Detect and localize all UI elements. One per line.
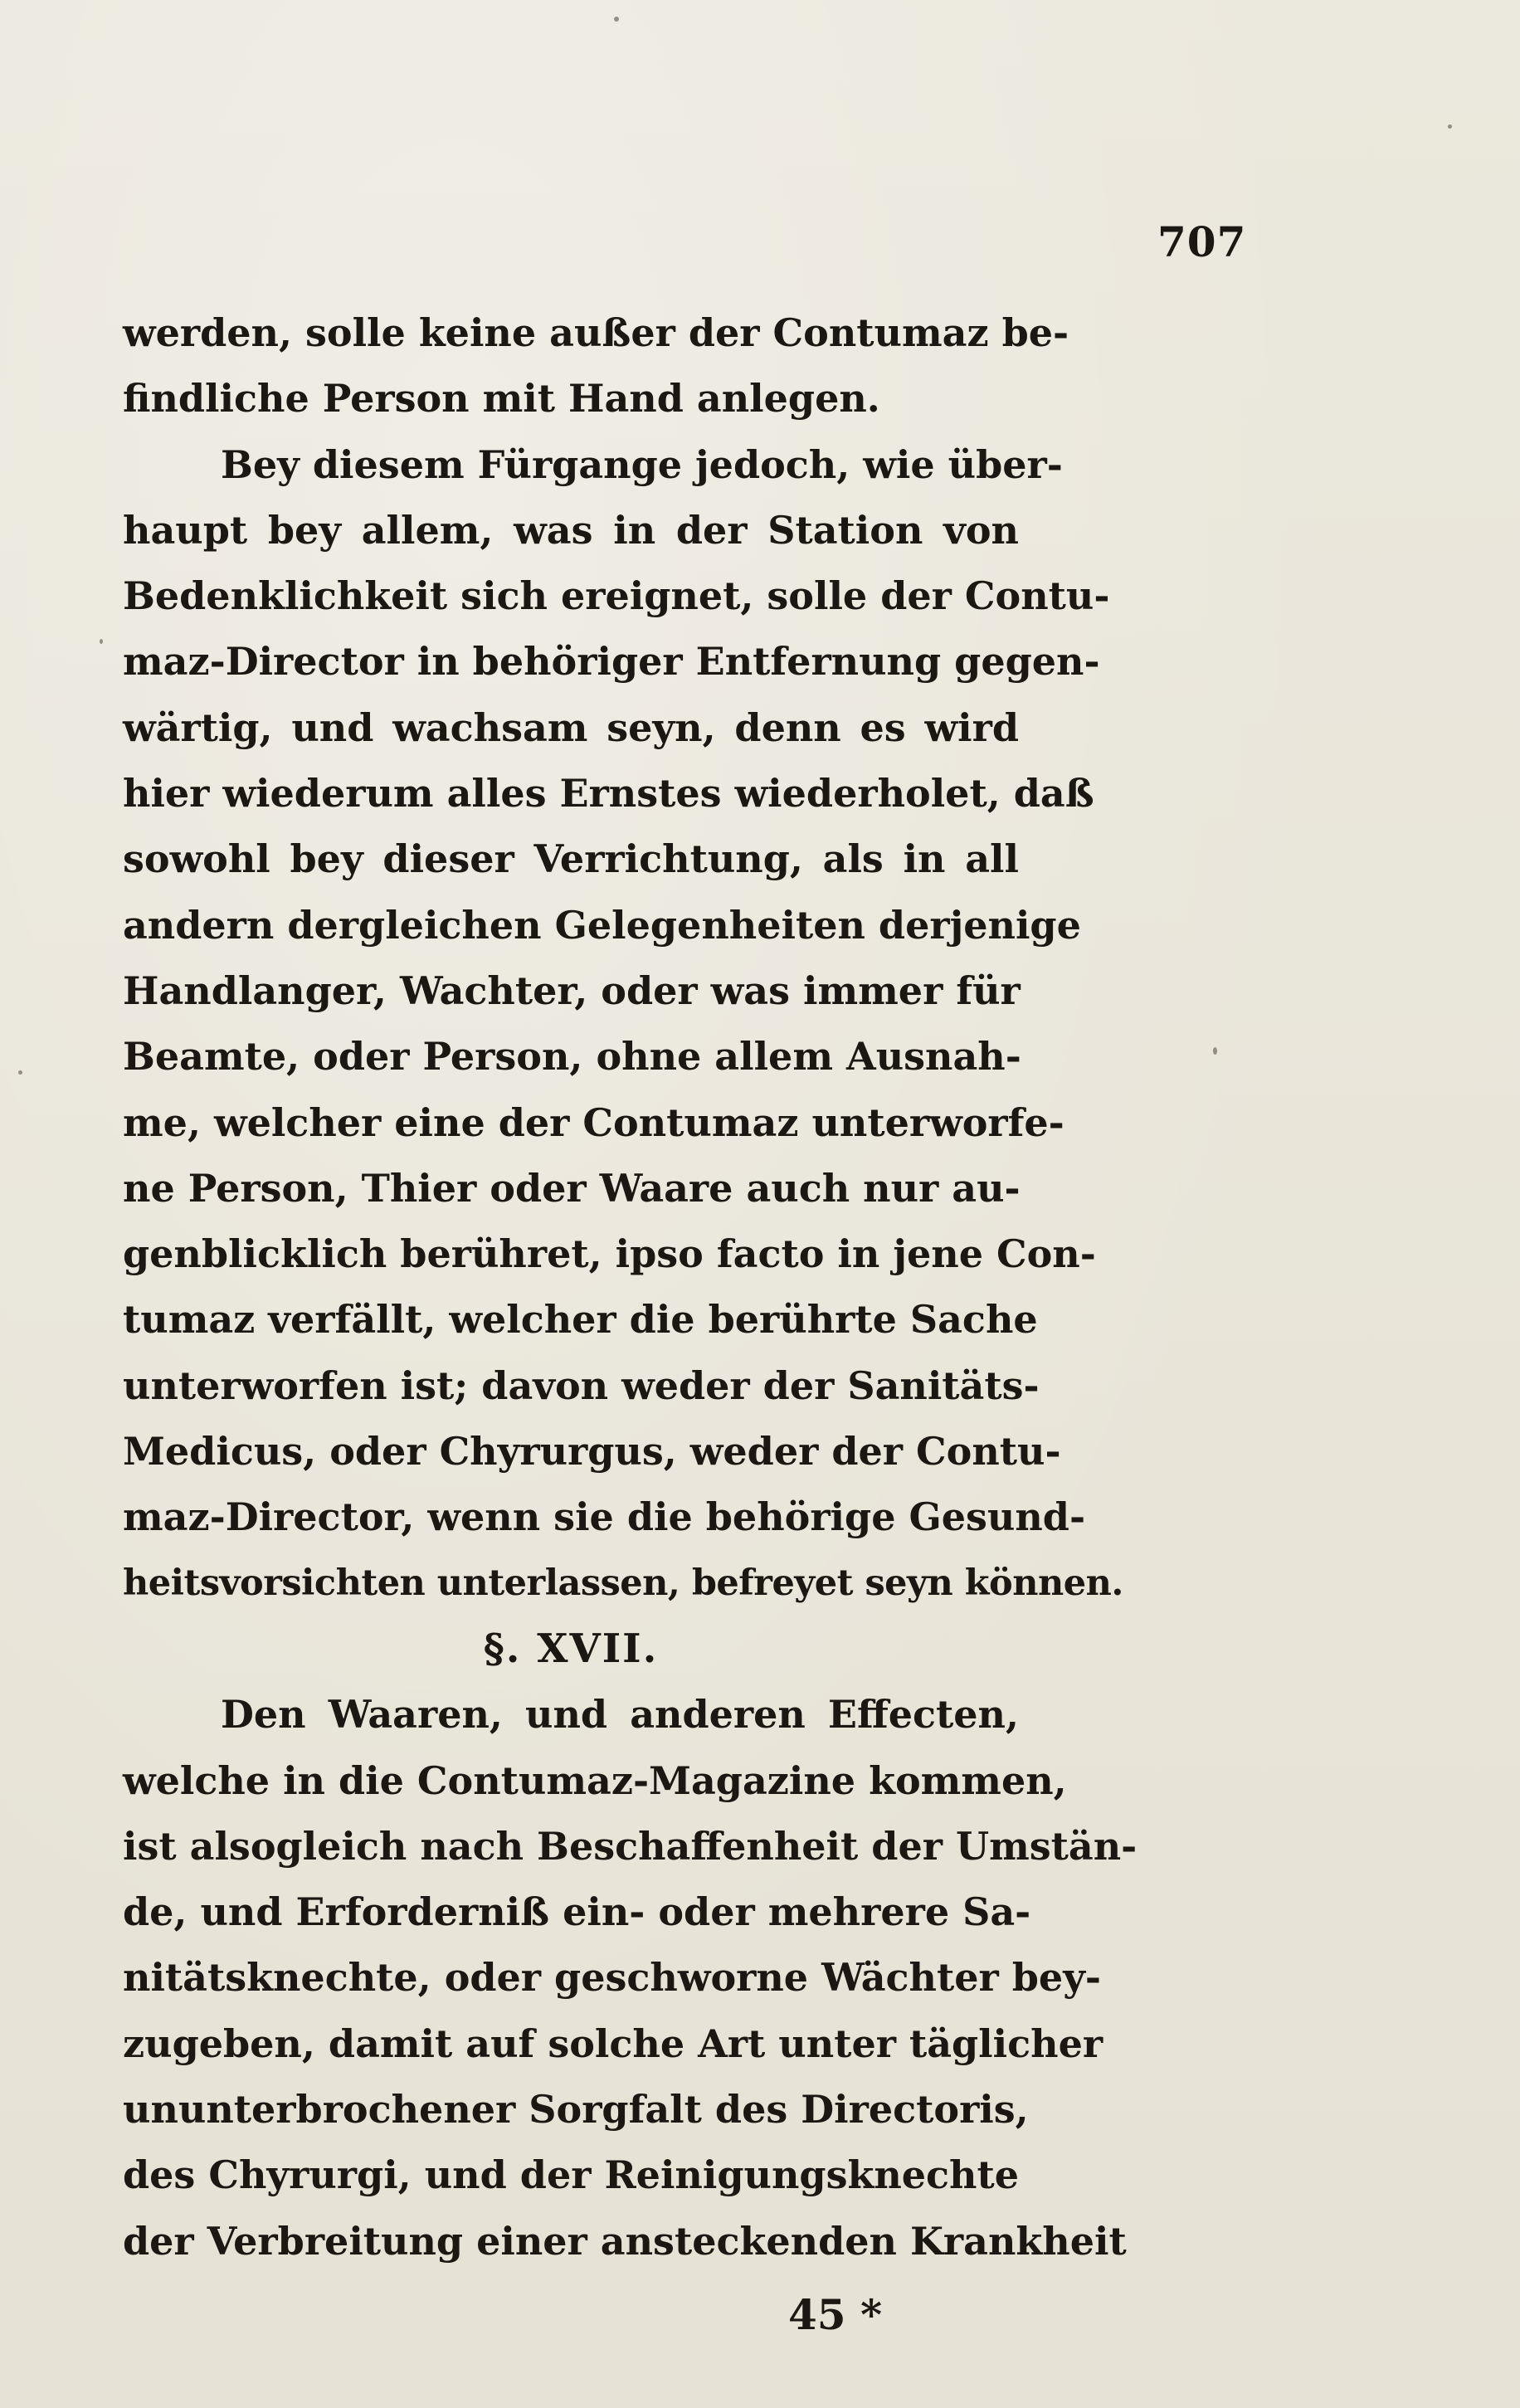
text-line: andern dergleichen Gelegenheiten derjenige bbox=[123, 902, 1081, 948]
text-line: werden, solle keine außer der Contumaz be- bbox=[123, 310, 1069, 355]
printer-signature: 45 * bbox=[788, 2290, 883, 2339]
section-heading: §. XVII. bbox=[483, 1625, 659, 1672]
text-line: de, und Erforderniß ein- oder mehrere Sa- bbox=[123, 1889, 1031, 1935]
page-number: 707 bbox=[1157, 217, 1247, 266]
paragraph-3 bbox=[123, 1682, 1138, 2274]
text-line: Medicus, oder Chyrurgus, weder der Contu- bbox=[123, 1429, 1061, 1475]
text-line: tumaz verfällt, welcher die berührte Sache bbox=[123, 1297, 1038, 1343]
text-line: Handlanger, Wachter, oder was immer für bbox=[123, 968, 1021, 1013]
paper-speck bbox=[614, 17, 619, 22]
text-line: ununterbrochener Sorgfalt des Directoris, bbox=[123, 2087, 1029, 2133]
text-line: des Chyrurgi, und der Reinigungsknechte bbox=[123, 2152, 1020, 2198]
text-line: unterworfen ist; davon weder der Sanitäts- bbox=[123, 1362, 1040, 1408]
text-line: Bey diesem Fürgange jedoch, wie über- bbox=[221, 441, 1063, 487]
text-line: zugeben, damit auf solche Art unter täglicher bbox=[123, 2020, 1103, 2066]
paragraph-2 bbox=[123, 432, 1123, 1616]
text-line: Beamte, oder Person, ohne allem Ausnah- bbox=[123, 1034, 1021, 1080]
text-line: welche in die Contumaz-Magazine kommen, bbox=[123, 1757, 1067, 1803]
text-line: sowohl bey dieser Verrichtung, als in all bbox=[123, 836, 1019, 882]
text-line: der Verbreitung einer ansteckenden Krankheit bbox=[123, 2218, 1127, 2264]
text-line: nitätsknechte, oder geschworne Wächter bey- bbox=[123, 1955, 1102, 2001]
body-text bbox=[123, 300, 1138, 2274]
paper-speck bbox=[1448, 124, 1452, 129]
paragraph-1 bbox=[123, 300, 1069, 432]
text-line: ist alsogleich nach Beschaffenheit der Umstän- bbox=[123, 1823, 1138, 1869]
text-line: maz-Director, wenn sie die behörige Gesund- bbox=[123, 1494, 1086, 1540]
text-line: ne Person, Thier oder Waare auch nur au- bbox=[123, 1165, 1021, 1211]
paper-speck bbox=[100, 639, 103, 644]
text-line: hier wiederum alles Ernstes wiederholet, daß bbox=[123, 771, 1094, 816]
text-line: me, welcher eine der Contumaz unterworfe- bbox=[123, 1099, 1064, 1145]
text-line: maz-Director in behöriger Entfernung gegen- bbox=[123, 639, 1100, 685]
text-line: heitsvorsichten unterlassen, befreyet seyn können. bbox=[123, 1562, 1123, 1604]
text-line: genblicklich berühret, ipso facto in jene Con- bbox=[123, 1231, 1096, 1277]
bleed-through-text bbox=[1021, 307, 1485, 1967]
text-line: Bedenklichkeit sich ereignet, solle der Contu- bbox=[123, 573, 1110, 619]
text-line: wärtig, und wachsam seyn, denn es wird bbox=[123, 704, 1019, 750]
text-line: findliche Person mit Hand anlegen. bbox=[123, 376, 880, 422]
text-line: haupt bey allem, was in der Station von bbox=[123, 507, 1019, 553]
paper-speck bbox=[18, 1070, 22, 1075]
paper-speck bbox=[1213, 1047, 1217, 1055]
text-line: Den Waaren, und anderen Effecten, bbox=[221, 1692, 1019, 1738]
